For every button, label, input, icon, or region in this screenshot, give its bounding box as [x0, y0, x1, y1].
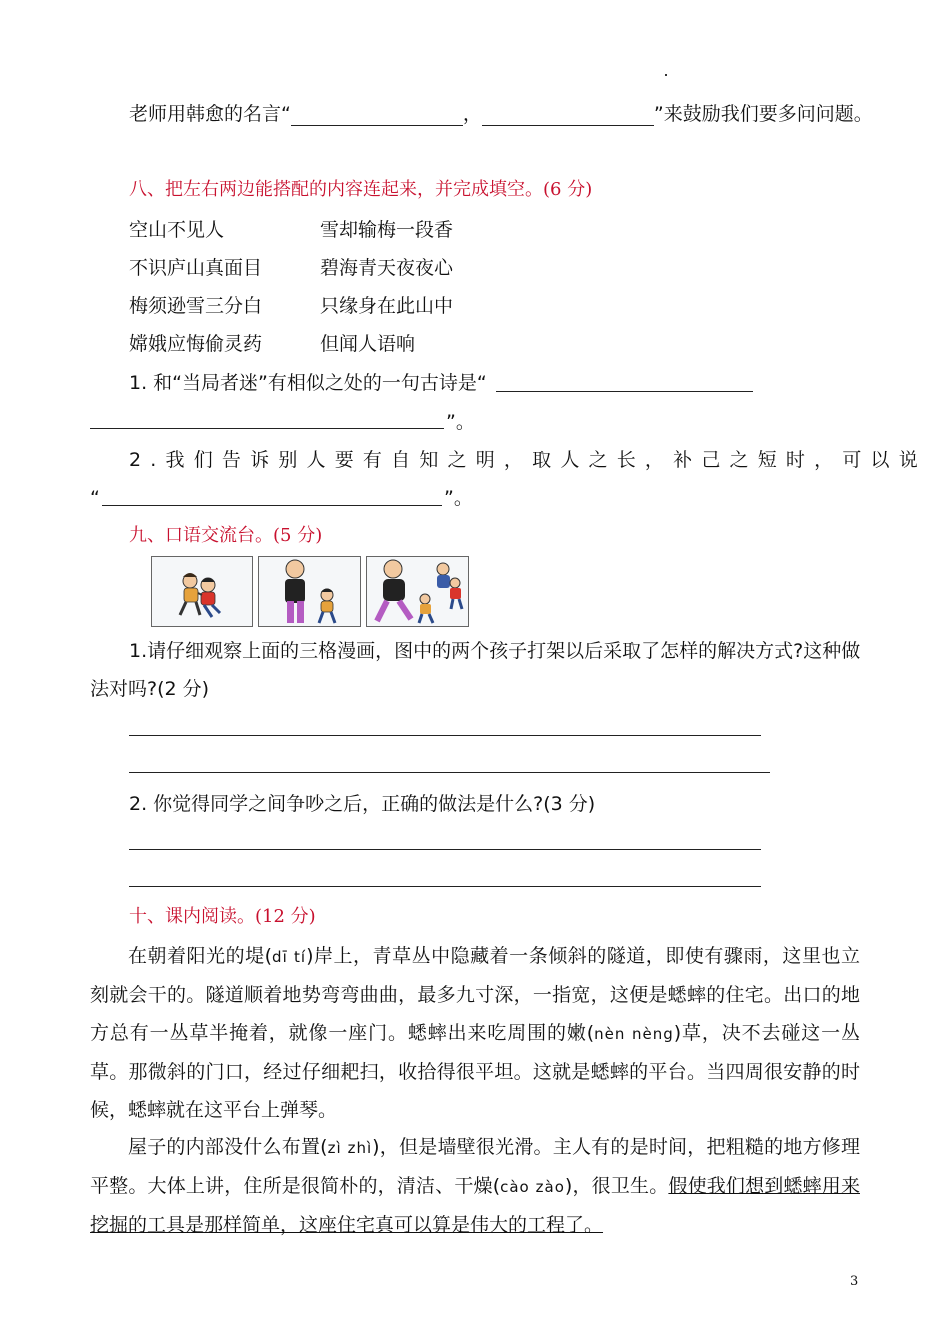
section9-q2-line-1[interactable] [129, 849, 761, 850]
p2-pinyin-2: cào zào [500, 1178, 565, 1196]
section8-q2-end: ”。 [444, 487, 473, 509]
section10-heading: 十、课内阅读。(12 分) [129, 906, 316, 927]
p1-text-2: )岸上，青草丛中隐藏着一条倾斜的隧道，即使有骤雨，这里也立刻就会干的。隧道顺着地势弯弯曲曲，最多九寸深，一指宽，这便是蟋蟀的住宅。出口的地方总有一丛草半掩着，就像一座门。蟋蟀出来吃周围的嫩( [90, 945, 860, 1044]
intro-comma: ， [462, 103, 482, 125]
section9-q1-line-2[interactable] [129, 772, 770, 773]
match-right-4[interactable]: 但闻人语响 [320, 333, 416, 355]
p1-text-3: )草，决不去碰这一丛草。那微斜的门口，经过仔细耙扫，收拾得很平坦。这就是蟋蟀的平台。当四周很安静的时候，蟋蟀就在这平台上弹琴。 [90, 1022, 861, 1121]
underlined-sentence[interactable]: 假使我们想到蟋蟀用来挖掘的工具是那样简单，这座住宅真可以算是伟大的工程了。 [90, 1175, 860, 1236]
page-number: 3 [850, 1274, 859, 1289]
section8-q1-end: ”。 [446, 411, 475, 433]
p2-text-3: )，很卫生。 [564, 1175, 669, 1197]
p1-pinyin-2: nèn nèng [594, 1025, 674, 1043]
reading-paragraph-1 [90, 937, 860, 1129]
comic-panel-adult-separates [366, 556, 469, 627]
comic-panel-fight [151, 556, 253, 627]
section9-q1-cont: 法对吗?(2 分) [90, 678, 210, 700]
section9-q2: 2. 你觉得同学之间争吵之后，正确的做法是什么?(3 分) [129, 793, 596, 815]
intro-line [129, 102, 873, 126]
section8-heading: 八、把左右两边能搭配的内容连起来，并完成填空。(6 分) [129, 179, 593, 200]
intro-before: 老师用韩愈的名言“ [129, 103, 291, 125]
match-right-3[interactable]: 只缘身在此山中 [320, 295, 454, 317]
p2-text-1: 屋子的内部没什么布置( [128, 1136, 328, 1158]
p1-text-1: 在朝着阳光的堤( [128, 945, 273, 967]
section8-q2-open: “ [90, 487, 100, 509]
p1-pinyin-1: dī tí [272, 948, 307, 966]
section8-q1-blank-1[interactable] [496, 391, 753, 392]
section9-q2-line-2[interactable] [129, 886, 761, 887]
p2-pinyin-1: zì zhì [327, 1139, 373, 1157]
match-left-4[interactable]: 嫦娥应悔偷灵药 [129, 333, 263, 355]
section8-q2-blank[interactable] [102, 505, 442, 506]
section9-heading: 九、口语交流台。(5 分) [129, 525, 323, 546]
match-left-1[interactable]: 空山不见人 [129, 219, 225, 241]
match-left-3[interactable]: 梅须逊雪三分白 [129, 295, 263, 317]
p2-text-2: )，但是墙壁很光滑。主人有的是时间，把粗糙的地方修理平整。大体上讲，住所是很简朴的，清洁、干燥( [90, 1136, 861, 1197]
quote-blank-2[interactable] [482, 107, 654, 126]
quote-blank-1[interactable] [291, 107, 463, 126]
section8-q1-blank-2[interactable] [90, 428, 444, 429]
match-left-2[interactable]: 不识庐山真面目 [129, 257, 263, 279]
reading-paragraph-2 [90, 1128, 860, 1244]
intro-after: ”来鼓励我们要多问问题。 [653, 103, 873, 125]
section9-q1: 1.请仔细观察上面的三格漫画，图中的两个孩子打架以后采取了怎样的解决方式?这种做 [129, 640, 861, 662]
section8-q1: 1. 和“当局者迷”有相似之处的一句古诗是“ [129, 372, 487, 394]
comic-panel-adult-arrives [258, 556, 361, 627]
match-right-1[interactable]: 雪却输梅一段香 [320, 219, 454, 241]
stray-dot [665, 74, 667, 76]
section8-q2: 2.我们告诉别人要有自知之明，取人之长，补己之短时，可以说 [129, 449, 927, 471]
section9-q1-line-1[interactable] [129, 735, 761, 736]
match-right-2[interactable]: 碧海青天夜夜心 [320, 257, 454, 279]
